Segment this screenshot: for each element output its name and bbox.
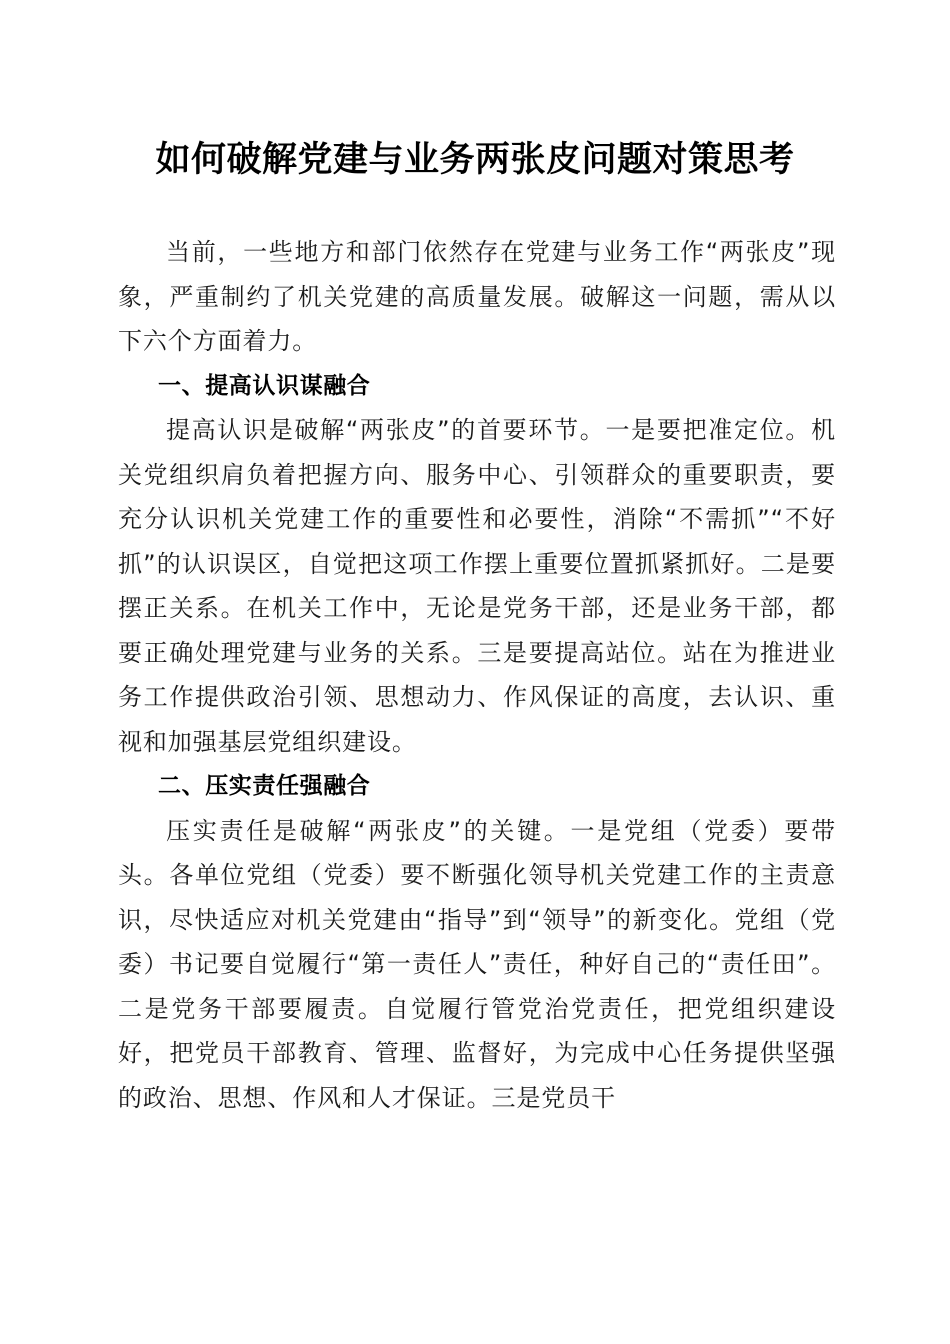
section-heading-2: 二、压实责任强融合 — [158, 773, 371, 799]
document-title: 如何破解党建与业务两张皮问题对策思考 — [155, 139, 795, 180]
intro-paragraph: 当前，一些地方和部门依然存在党建与业务工作“两张皮”现象，严重制约了机关党建的高质量发展。破解这一问题，需从以下六个方面着力。 — [118, 238, 836, 355]
section-paragraph-2: 压实责任是破解“两张皮”的关键。一是党组（党委）要带头。各单位党组（党委）要不断强化领导机关党建工作的主责意识，尽快适应对机关党建由“指导”到“领导”的新变化。党组（党委）书记要自觉履行“第一责任人”责任，种好自己的“责任田”。二是党务干部要履责。自觉履行管党治党责任，把党组织建设好，把党员干部教育、管理、监督好，为完成中心任务提供坚强的政治、思想、作风和人才保证。三是党员干 — [118, 816, 836, 1112]
document-body — [118, 230, 836, 1120]
section-paragraph-1: 提高认识是破解“两张皮”的首要环节。一是要把准定位。机关党组织肩负着把握方向、服务中心、引领群众的重要职责，要充分认识机关党建工作的重要性和必要性，消除“不需抓”“不好抓”的认识误区，自觉把这项工作摆上重要位置抓紧抓好。二是要摆正关系。在机关工作中，无论是党务干部，还是业务干部，都要正确处理党建与业务的关系。三是要提高站位。站在为推进业务工作提供政治引领、思想动力、作风保证的高度，去认识、重视和加强基层党组织建设。 — [118, 416, 836, 756]
section-heading-1: 一、提高认识谋融合 — [158, 372, 371, 399]
